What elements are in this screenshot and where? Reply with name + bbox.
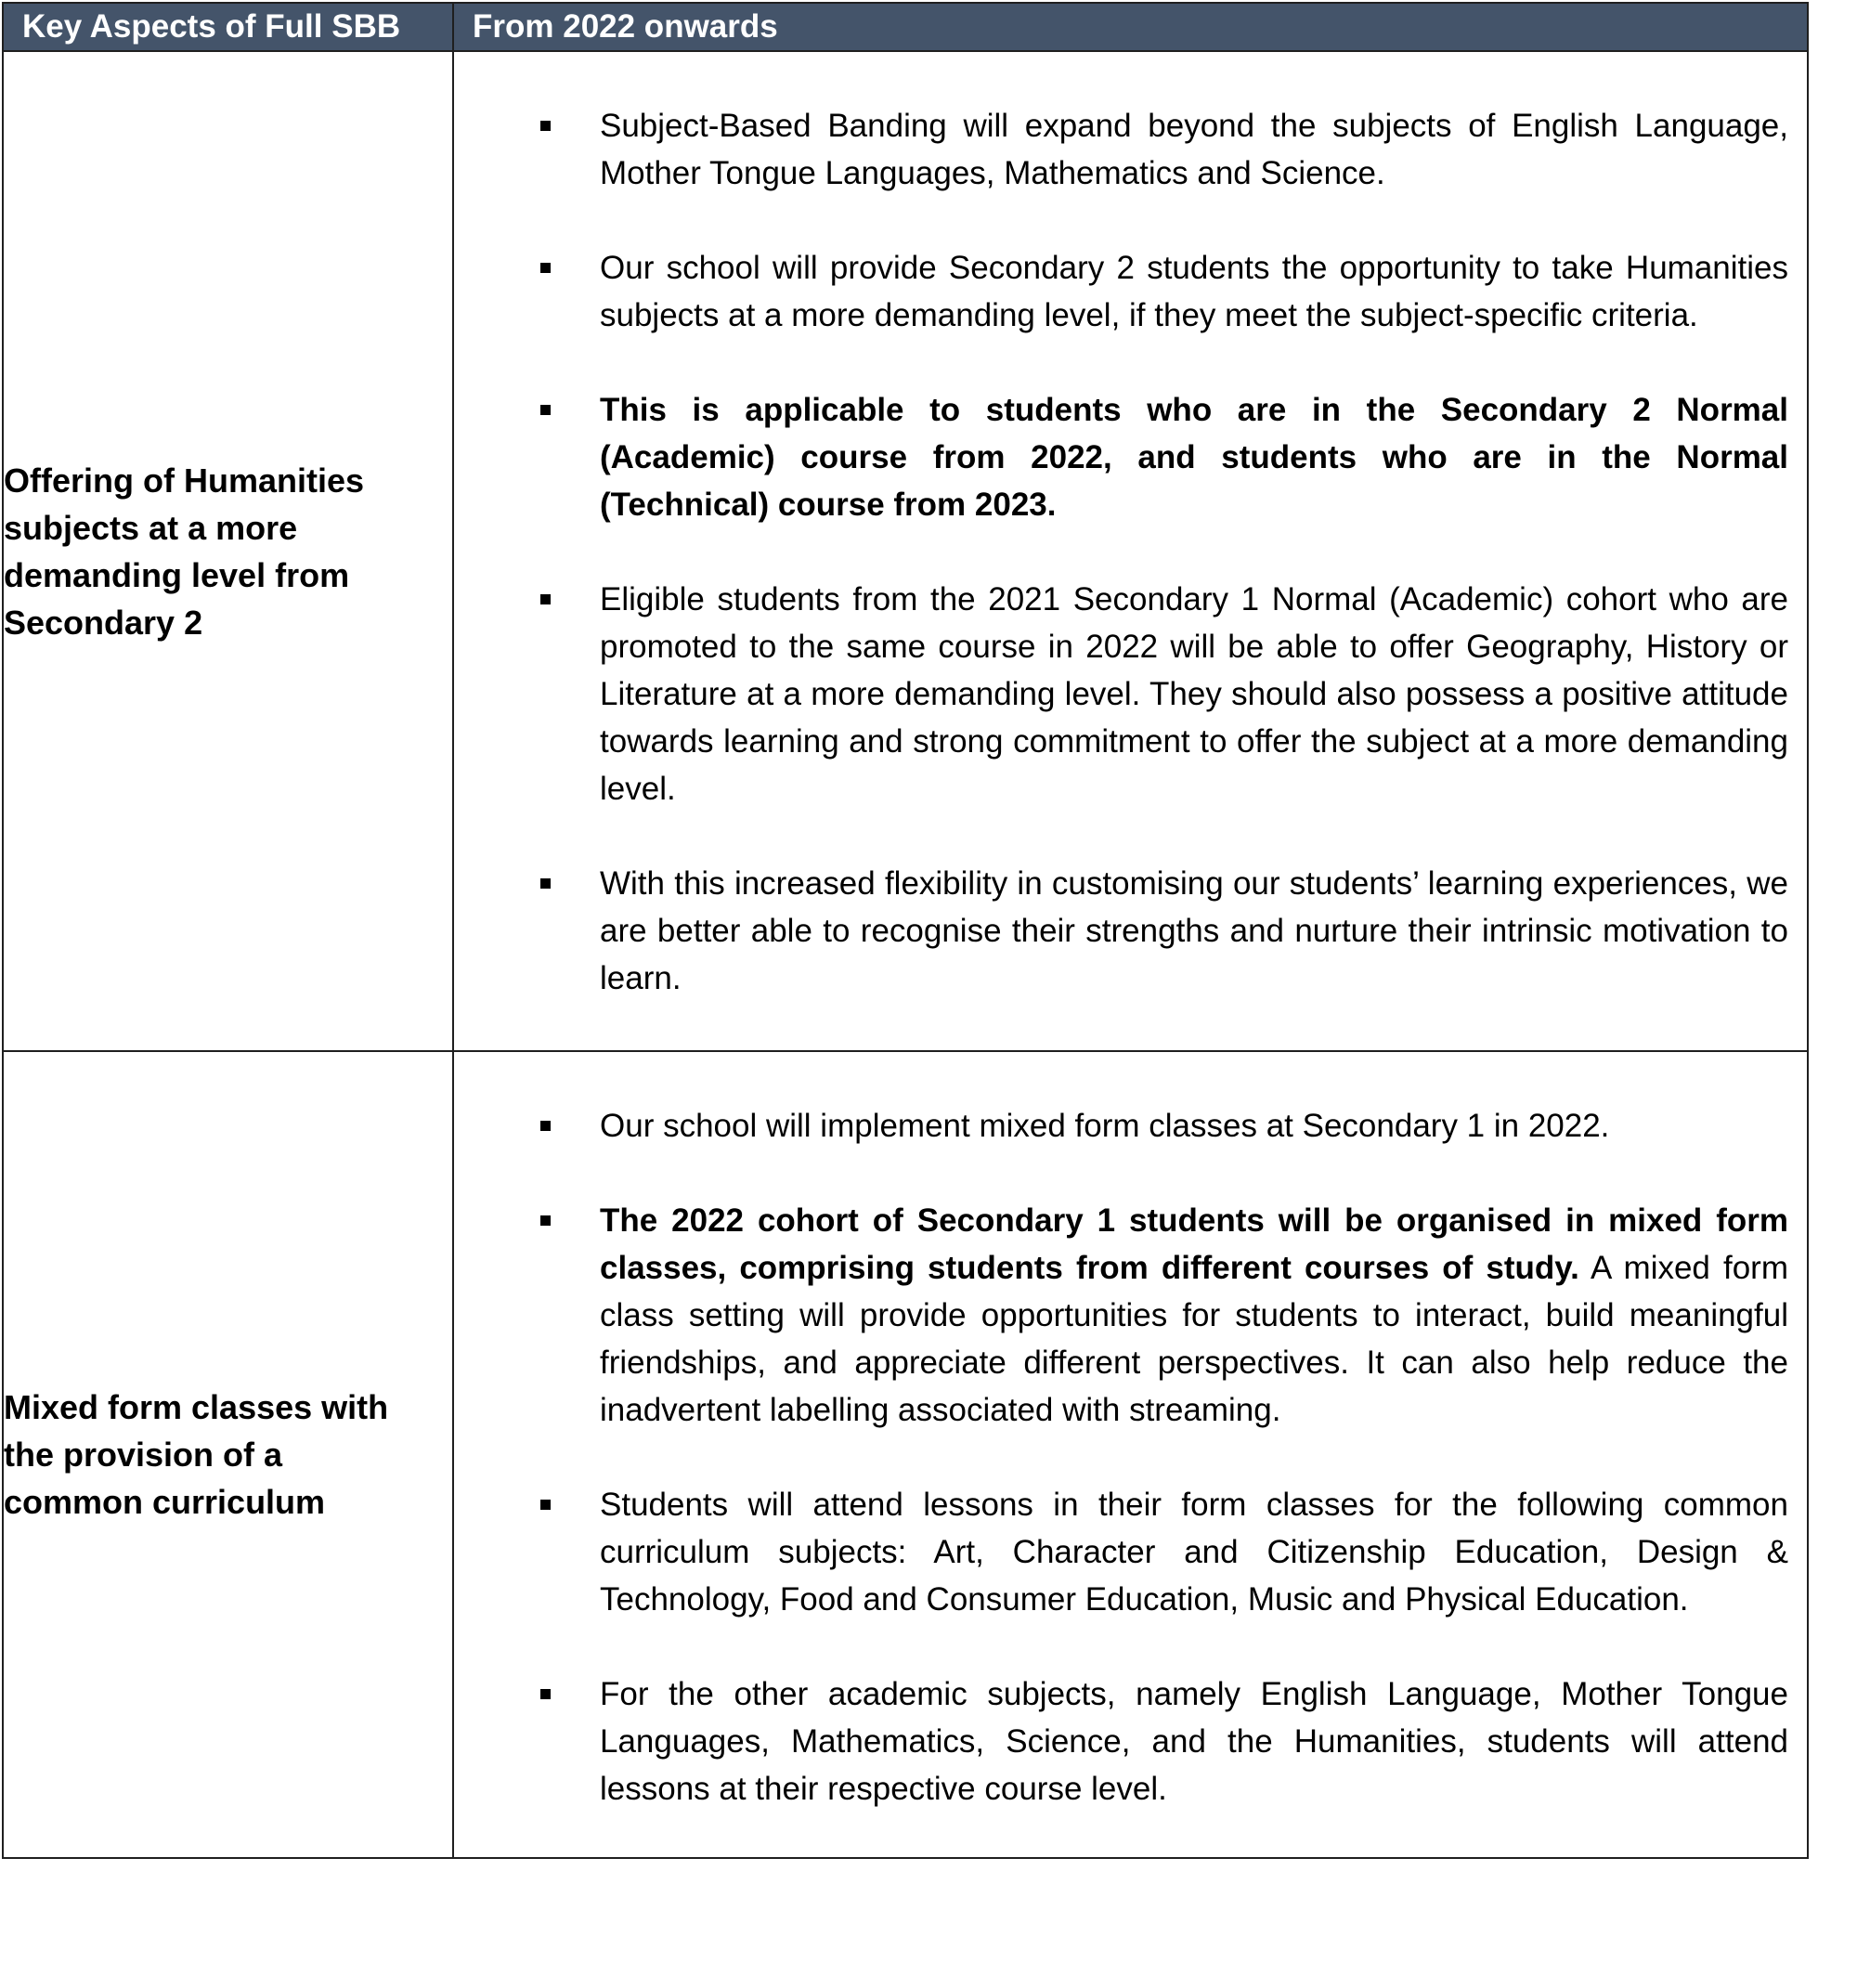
bullet-item [454, 860, 1788, 1002]
bullet-bold-text: This is applicable to students who are in the Secondary 2 Normal (Academic) course from 2022, and students who are in the Normal (Technical) course from 2023. [600, 392, 1788, 523]
aspect-label: Mixed form classes with the provision of a common curriculum [4, 1388, 389, 1521]
bullet-item [454, 1670, 1788, 1813]
bullet-item [454, 1102, 1788, 1150]
table-row-mixed-form [3, 1051, 1808, 1858]
bullet-item [454, 1481, 1788, 1623]
bullet-text: With this increased flexibility in customising our students’ learning experiences, we are better able to recognise their strengths and nurture their intrinsic motivation to learn. [600, 865, 1788, 996]
square-bullet-icon [540, 1121, 551, 1131]
square-bullet-icon [540, 1500, 551, 1510]
bullet-item [454, 244, 1788, 339]
table-row-humanities [3, 51, 1808, 1051]
bullet-item [454, 386, 1788, 528]
content-cell [453, 1051, 1808, 1858]
header-key-aspects: Key Aspects of Full SBB [3, 3, 453, 51]
square-bullet-icon [540, 878, 551, 889]
bullet-item [454, 102, 1788, 197]
square-bullet-icon [540, 1215, 551, 1226]
sbb-table [2, 2, 1809, 1859]
bullet-list [454, 102, 1788, 1002]
bullet-text: Students will attend lessons in their form classes for the following common curriculum subjects: Art, Character and Citizenship Education, Design & Technology, Food and Consumer Education, Music and Physical Education. [600, 1487, 1788, 1618]
bullet-list [454, 1102, 1788, 1813]
header-from-2022: From 2022 onwards [453, 3, 1808, 51]
bullet-text: A mixed form class setting will provide opportunities for students to interact, build meaningful friendships, and appreciate different perspectives. It can also help reduce the inadvertent labelling associated with streaming. [600, 1250, 1788, 1428]
square-bullet-icon [540, 263, 551, 273]
aspect-label: Offering of Humanities subjects at a more demanding level from Secondary 2 [4, 461, 365, 642]
square-bullet-icon [540, 1689, 551, 1699]
square-bullet-icon [540, 405, 551, 415]
bullet-bold-text: The 2022 cohort of Secondary 1 students will be organised in mixed form classes, comprising students from different courses of study. [600, 1202, 1788, 1286]
bullet-text: Subject-Based Banding will expand beyond the subjects of English Language, Mother Tongue Languages, Mathematics and Science. [600, 108, 1788, 191]
bullet-text: Our school will implement mixed form classes at Secondary 1 in 2022. [600, 1108, 1610, 1144]
bullet-item [454, 576, 1788, 812]
square-bullet-icon [540, 594, 551, 604]
aspect-cell [3, 1051, 453, 1858]
bullet-item [454, 1197, 1788, 1434]
square-bullet-icon [540, 121, 551, 131]
table-header-row [3, 3, 1808, 51]
aspect-cell [3, 51, 453, 1051]
content-cell [453, 51, 1808, 1051]
bullet-text: Our school will provide Secondary 2 students the opportunity to take Humanities subjects at a more demanding level, if they meet the subject-specific criteria. [600, 250, 1788, 333]
bullet-text: For the other academic subjects, namely English Language, Mother Tongue Languages, Mathematics, Science, and the Humanities, students will attend lessons at their respective course level. [600, 1676, 1788, 1807]
bullet-text: Eligible students from the 2021 Secondary 1 Normal (Academic) cohort who are promoted to the same course in 2022 will be able to offer Geography, History or Literature at a more demanding level. They should also possess a positive attitude towards learning and strong commitment to offer the subject at a more demanding level. [600, 581, 1788, 807]
